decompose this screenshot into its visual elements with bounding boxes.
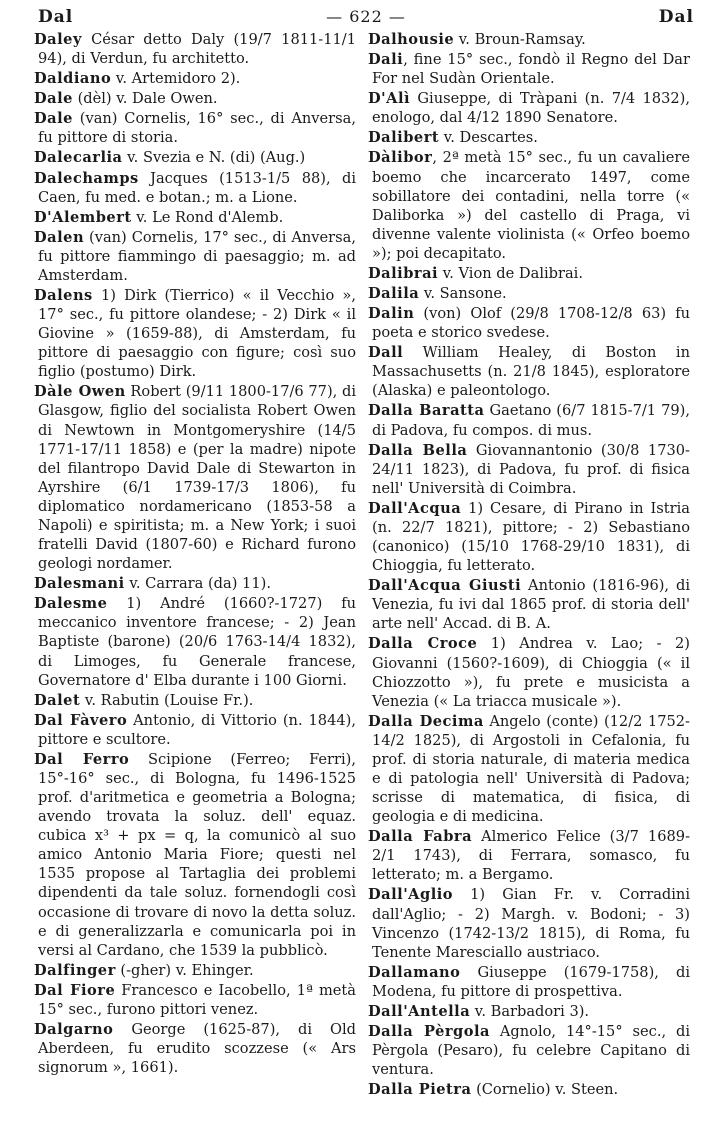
entry-text: Giuseppe, di Tràpani (n. 7/4 1832), enologo, dal 4/12 1890 Senatore. [372,90,690,127]
dictionary-entry [34,1020,356,1077]
entry-headword: Daldiano [34,70,112,88]
entry-headword: Dal Fàvero [34,711,128,729]
entry-text: Francesco e Iacobello, 1ª metà 15° sec., furono pittori venez. [38,981,356,1018]
dictionary-entry [34,750,356,960]
entry-text: César detto Daly (19/7 1811-11/1 94), di Verdun, fu architetto. [38,31,356,68]
entry-text: , fine 15° sec., fondò il Regno del Dar For nel Sudàn Orientale. [372,51,690,88]
entry-text: Angelo (conte) (12/2 1752-14/2 1825), di Argostoli in Cefalonia, fu prof. di storia naturale, di materia medica e di patologia nell' Università di Padova; scrisse di matematica, di fisica, di geologia e di medicina. [372,712,690,826]
entry-text: 1) Andrea v. Lao; - 2) Giovanni (1560?-1609), di Chioggia (« il Chiozzotto »), fu prete e musicista a Venezia (« La triacca musicale »). [372,635,691,710]
dictionary-entry [368,1022,690,1079]
entry-headword: Dalfinger [34,961,116,979]
dictionary-entry [34,89,356,108]
dictionary-entry [368,441,690,498]
entry-headword: Dalesme [34,595,108,613]
entry-text: Agnolo, 14°-15° sec., di Pèrgola (Pesaro), fu celebre Capitano di ventura. [372,1022,691,1079]
entry-text: Giuseppe (1679-1758), di Modena, fu pittore di prospettiva. [372,963,690,1000]
dictionary-entry [368,89,690,127]
entry-text: Scipione (Ferreo; Ferri), 15°-16° sec., di Bologna, fu 1496-1525 prof. d'aritmetica e geometria a Bologna; avendo trovata la soluz. dell' equaz. cubica x³ + px = q, la comunicò al suo amico Antonio Maria Fiore; questi nel 1535 propose al Tartaglia dei problemi dipendenti da tale soluz. fornendogli così occasione di trovare di novo la detta soluz. e di generalizzarla e comunicarla poi in versi al Cardano, che 1539 la pubblicò. [38,750,356,959]
entry-text: William Healey, di Boston in Massachusetts (n. 21/8 1845), esploratore (Alaska) e paleontologo. [372,344,690,400]
entry-headword: Dalla Bella [368,441,468,459]
entry-headword: Dall'Antella [368,1002,471,1020]
entry-text: v. Le Rond d'Alemb. [131,208,284,226]
entry-headword: Dalla Pèrgola [368,1022,490,1040]
dictionary-entry [368,304,690,342]
entry-text: Gaetano (6/7 1815-7/1 79), di Padova, fu compos. di mus. [372,402,690,439]
entry-text: v. Rabutin (Louise Fr.). [80,691,254,709]
entry-text: v. Sansone. [419,285,507,303]
dictionary-entry [34,286,356,381]
dictionary-entry [368,712,690,826]
page-number: — 622 — [326,7,406,26]
entry-headword: Daley [34,31,82,48]
entry-text: v. Artemidoro 2). [111,70,241,88]
entry-headword: Dalecarlia [34,149,123,167]
dictionary-entry [34,148,356,167]
entry-headword: D'Alì [368,90,411,108]
entry-text: 1) Gian Fr. v. Corradini dall'Aglio; - 2) Margh. v. Bodoni; - 3) Vincenzo (1742-13/2 1815), di Roma, fu Tenente Maresciallo austriaco. [372,886,690,961]
dictionary-entry [34,574,356,593]
entry-text: 1) André (1660?-1727) fu meccanico inventore francese; - 2) Jean Baptiste (barone) (20/6 1763-14/4 1832), di Limoges, fu Generale francese, Governatore d' Elba durante i 100 Giorni. [38,595,356,689]
dictionary-entry [368,499,690,575]
entry-headword: Dall [368,344,404,362]
entry-headword: Dàlibor [368,149,433,167]
entry-headword: Dalen [34,228,85,246]
entry-headword: Dalesmani [34,575,125,593]
dictionary-entry [34,208,356,227]
entry-text: George (1625-87), di Old Aberdeen, fu erudito scozzese (« Ars signorum », 1661). [38,1020,356,1077]
entry-headword: Dalet [34,691,81,709]
dictionary-entry [368,1080,690,1099]
entry-text: Antonio (1816-96), di Venezia, fu ivi dal 1865 prof. di storia dell' arte nell' Accad. di B. A. [372,577,690,633]
entry-headword: Dalla Pietra [368,1081,472,1099]
dictionary-entry [34,109,356,147]
entry-headword: Dali [368,51,404,69]
entry-headword: Dalechamps [34,169,139,187]
dictionary-entry [368,343,690,400]
dictionary-entry [368,284,690,303]
entry-text: Robert (9/11 1800-17/6 77), di Glasgow, figlio del socialista Robert Owen di Newtown in Montgomeryshire (14/5 1771-17/11 1858) e (per la madre) nipote del filantropo David Dale di Stewarton in Ayrshire (6/1 1739-17/3 1806), fu diplomatico nordamericano (1853-58 a Napoli) e spiritista; m. a New York; i suoi fratelli David (1807-60) e Richard furono geologi nordamer. [38,383,356,573]
dictionary-entry [34,594,356,689]
entry-text: (van) Cornelis, 17° sec., di Anversa, fu pittore fiammingo di paesaggio; m. ad Amsterdam. [38,228,356,284]
dictionary-entry [368,963,690,1001]
entry-text: v. Carrara (da) 11). [124,575,271,593]
entry-text: (von) Olof (29/8 1708-12/8 63) fu poeta e storico svedese. [372,305,690,342]
entry-headword: D'Alembert [34,208,132,226]
entry-headword: Dalibert [368,129,440,147]
dictionary-entry [368,634,690,710]
entry-text: Almerico Felice (3/7 1689-2/1 1743), di Ferrara, somasco, fu letterato; m. a Bergamo. [372,828,690,884]
page-header [34,4,708,30]
entry-text: v. Descartes. [439,129,538,147]
entry-text: (van) Cornelis, 16° sec., di Anversa, fu pittore di storia. [38,110,356,147]
entry-headword: Dal Fiore [34,981,116,999]
dictionary-entry [34,169,356,207]
entry-headword: Dalila [368,285,420,303]
dictionary-entry [34,691,356,710]
entry-text: (-gher) v. Ehinger. [115,961,254,979]
dictionary-entry [368,50,690,88]
dictionary-entry [34,382,356,573]
header-left-guideword: Dal [38,7,74,27]
dictionary-entry [368,885,690,961]
entry-headword: Dall'Acqua Giusti [368,577,522,595]
entry-text: Giovannantonio (30/8 1730-24/11 1823), di Padova, fu prof. di fisica nell' Università di Coimbra. [372,441,690,497]
dictionary-entry [34,30,356,68]
entry-headword: Dalla Fabra [368,828,473,846]
entry-headword: Dalhousie [368,31,455,48]
entry-text: (Cornelio) v. Steen. [471,1081,619,1099]
entry-text: v. Broun-Ramsay. [454,31,586,48]
dictionary-entry [368,128,690,147]
dictionary-entry [368,148,690,262]
dictionary-entry [368,827,690,884]
entry-text: , 2ª metà 15° sec., fu un cavaliere boemo che incarcerato 1497, come sobillatore dei contadini, nella torre (« Daliborka ») del castello di Praga, vi divenne valente violinista (« Orfeo boemo »); poi decapitato. [372,149,690,262]
entry-text: Jacques (1513-1/5 88), di Caen, fu med. e botan.; m. a Lione. [38,169,356,206]
entry-headword: Dalgarno [34,1020,114,1038]
dictionary-entry [34,228,356,285]
dictionary-entry [34,69,356,88]
entry-text: 1) Cesare, di Pirano in Istria (n. 22/7 1821), pittore; - 2) Sebastiano (canonico) (15/10 1768-29/10 1831), di Chioggia, fu letterato. [372,499,690,575]
entry-text: v. Svezia e N. (di) (Aug.) [122,149,306,167]
entry-headword: Dalla Baratta [368,402,485,420]
entry-headword: Dale [34,90,73,108]
dictionary-entry [368,576,690,633]
dictionary-entry [368,401,690,439]
dictionary-entry [368,1002,690,1021]
right-column [368,30,690,1100]
entry-headword: Dalibrai [368,264,439,282]
entry-headword: Dalin [368,305,415,323]
entry-headword: Dale [34,110,73,128]
dictionary-entry [368,30,690,49]
entry-headword: Dalens [34,287,93,305]
dictionary-entry [34,711,356,749]
header-right-guideword: Dal [658,7,694,27]
dictionary-entry [34,961,356,980]
columns [34,30,708,1100]
left-column [34,30,356,1100]
entry-text: 1) Dirk (Tierrico) « il Vecchio », 17° sec., fu pittore olandese; - 2) Dirk « il Giovine » (1659-88), di Amsterdam, fu pittore di paesaggio con figure; così suo figlio (postumo) Dirk. [38,287,356,381]
entry-text: (dèl) v. Dale Owen. [72,90,218,108]
entry-text: v. Vion de Dalibrai. [438,264,583,282]
entry-headword: Dallamano [368,963,461,981]
entry-text: v. Barbadori 3). [470,1002,590,1020]
entry-headword: Dalla Decima [368,712,484,730]
entry-headword: Dàle Owen [34,383,126,401]
entry-headword: Dall'Aglio [368,886,454,904]
entry-headword: Dall'Acqua [368,499,462,517]
entry-text: Antonio, di Vittorio (n. 1844), pittore e scultore. [38,711,356,748]
dictionary-entry [34,981,356,1019]
entry-headword: Dal Ferro [34,750,130,768]
dictionary-entry [368,264,690,283]
entry-headword: Dalla Croce [368,635,478,653]
